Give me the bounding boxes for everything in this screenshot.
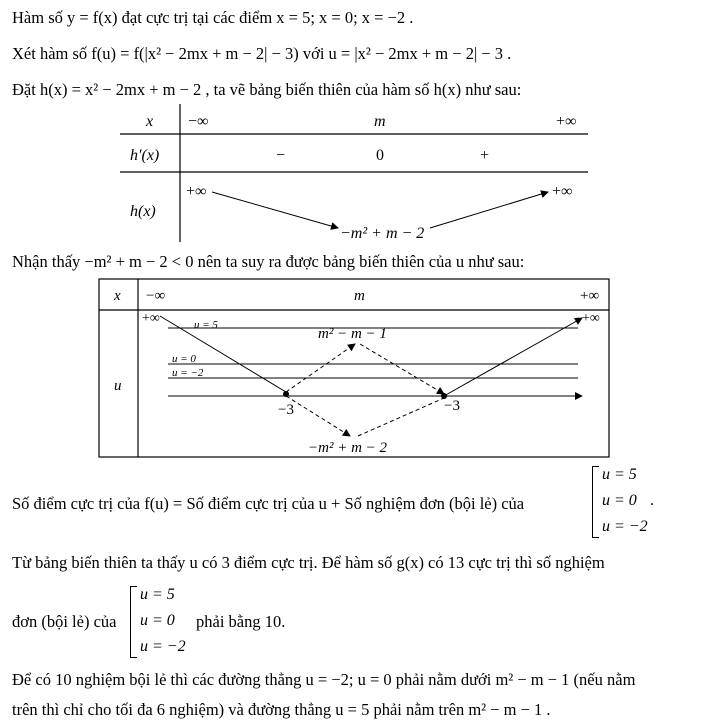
table2-top-right: +∞ <box>582 311 600 326</box>
system1-eq2: u = 0 <box>602 492 637 509</box>
table1-label-h: h(x) <box>130 203 156 220</box>
table2-neg-inf: −∞ <box>146 288 166 304</box>
text-line-4: Nhận thấy −m² + m − 2 < 0 nên ta suy ra được bảng biến thiên của u như sau: <box>12 252 525 271</box>
table2-label-x: x <box>114 288 121 304</box>
label-um2: u = −2 <box>172 367 204 379</box>
variation-table-h <box>120 104 590 244</box>
system1-eq1: u = 5 <box>602 466 637 483</box>
system2-eq1: u = 5 <box>140 586 175 603</box>
table2-m: m <box>354 288 365 304</box>
table1-label-hprime: h′(x) <box>130 147 160 164</box>
table1-label-x: x <box>146 113 154 130</box>
max-value-label: m² − m − 1 <box>318 326 387 342</box>
text-line-1: Hàm số y = f(x) đạt cực trị tại các điểm x = 5; x = 0; x = −2 . <box>12 8 414 27</box>
table1-sign-plus: + <box>480 147 490 164</box>
min-right-label: −3 <box>444 398 460 414</box>
system-bracket-2 <box>130 586 137 658</box>
table1-arrow-up <box>430 192 548 228</box>
system2-eq2: u = 0 <box>140 612 175 629</box>
text-line-8: Để có 10 nghiệm bội lẻ thì các đường thẳng u = −2; u = 0 phải nằm dưới m² − m − 1 (nếu nằm <box>12 670 636 689</box>
label-u0: u = 0 <box>172 353 196 365</box>
min-left-label: −3 <box>278 402 294 418</box>
table1-min-value: −m² + m − 2 <box>340 225 425 242</box>
bottom-value-label: −m² + m − 2 <box>308 440 388 456</box>
system1-eq3: u = −2 <box>602 518 648 535</box>
variation-table-u <box>98 278 612 462</box>
text-line-7a: đơn (bội lẻ) của <box>12 612 117 631</box>
text-line-6: Từ bảng biến thiên ta thấy u có 3 điểm cực trị. Để hàm số g(x) có 13 cực trị thì số nghiệm <box>12 553 605 572</box>
curve-up-right <box>444 318 582 396</box>
table2-label-u: u <box>114 378 122 394</box>
table2-pos-inf: +∞ <box>580 288 600 304</box>
table1-top-left: +∞ <box>186 183 207 200</box>
label-u5: u = 5 <box>194 319 218 331</box>
dashed-down <box>360 344 444 394</box>
system1-period: . <box>650 492 654 509</box>
text-line-3: Đặt h(x) = x² − 2mx + m − 2 , ta vẽ bảng biến thiên của hàm số h(x) như sau: <box>12 80 522 99</box>
table1-arrow-down <box>212 192 338 228</box>
table1-m: m <box>374 113 386 130</box>
table1-neg-inf: −∞ <box>188 113 209 130</box>
text-line-2: Xét hàm số f(u) = f(|x² − 2mx + m − 2| − 3) với u = |x² − 2mx + m − 2| − 3 . <box>12 44 512 63</box>
dashed-lower-up <box>358 398 444 436</box>
table1-top-right: +∞ <box>552 183 573 200</box>
dashed-lower-down <box>286 396 350 436</box>
text-line-5: Số điểm cực trị của f(u) = Số điểm cực trị của u + Số nghiệm đơn (bội lẻ) của <box>12 494 525 513</box>
system-bracket-1 <box>592 466 599 538</box>
table1-pos-inf: +∞ <box>556 113 577 130</box>
table1-zero: 0 <box>376 147 384 164</box>
min-point-left <box>283 391 289 397</box>
text-line-7b: phải bằng 10. <box>196 612 286 631</box>
dashed-up <box>286 344 355 392</box>
table1-sign-minus: − <box>276 147 286 164</box>
text-line-9: trên thì chỉ cho tối đa 6 nghiệm) và đường thẳng u = 5 phải nằm trên m² − m − 1 . <box>12 700 551 719</box>
system2-eq3: u = −2 <box>140 638 186 655</box>
table2-top-left: +∞ <box>142 311 160 326</box>
